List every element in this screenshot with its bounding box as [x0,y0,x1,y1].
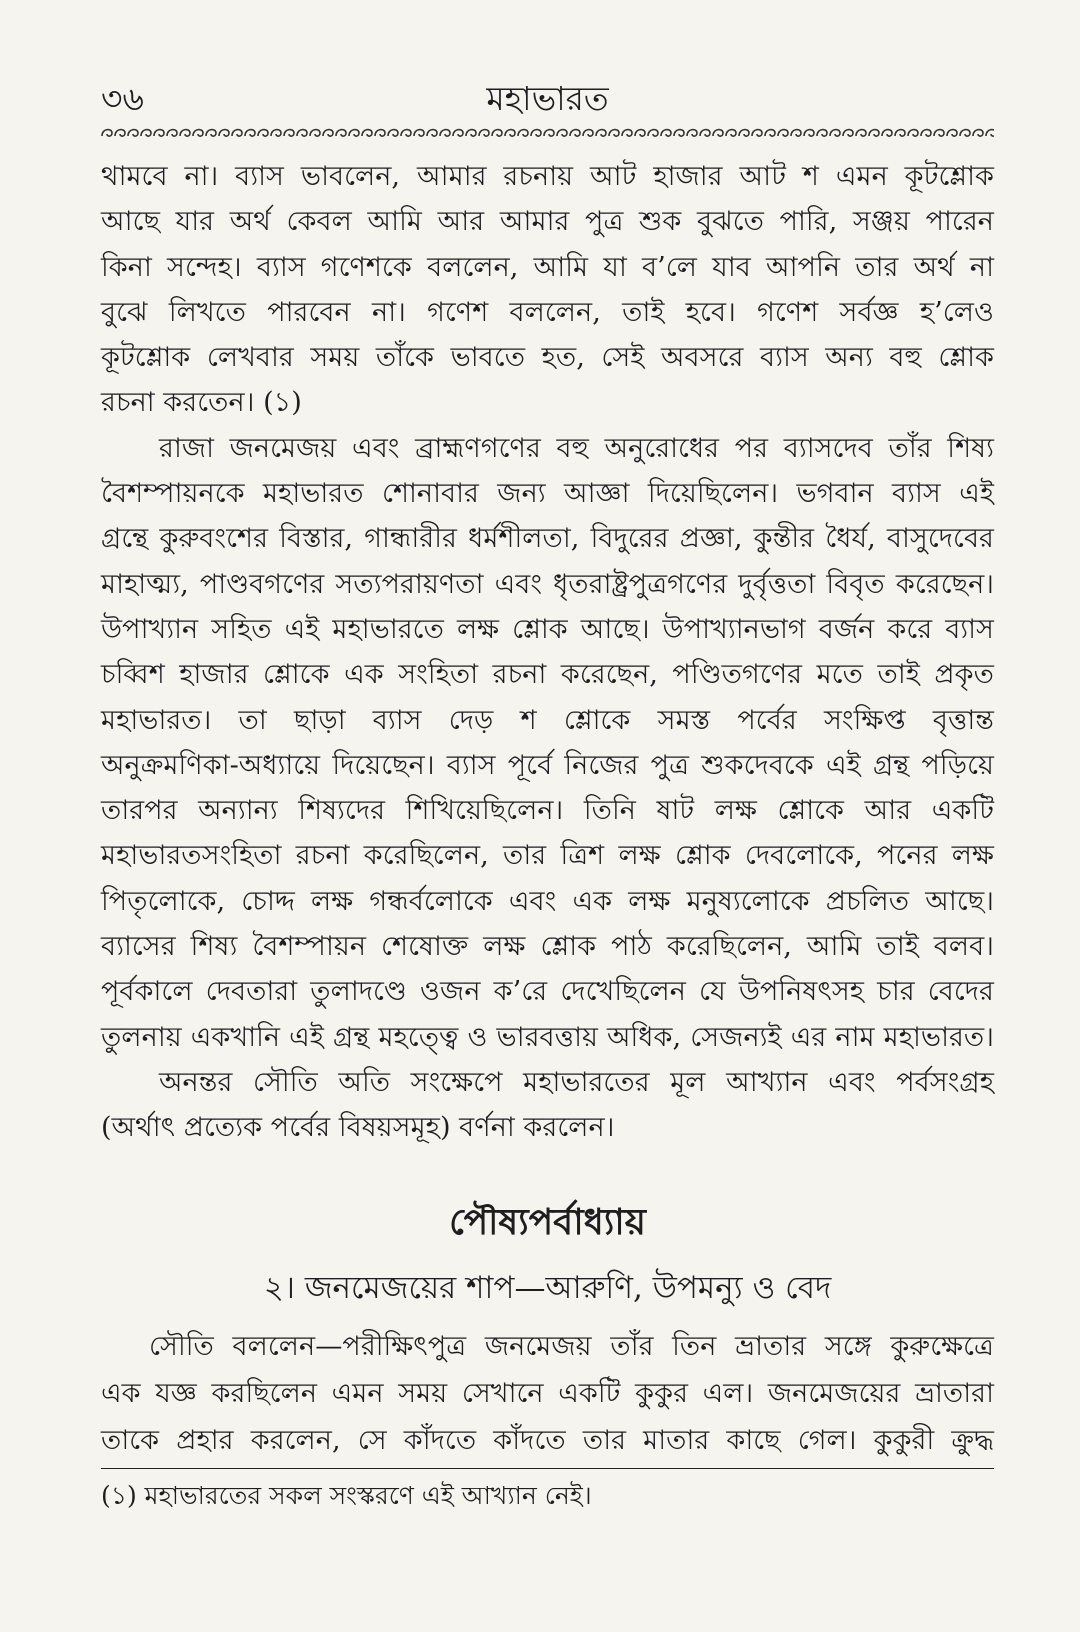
text-line: পিতৃলোকে, চোদ্দ লক্ষ গন্ধর্বলোকে এবং এক লক্ষ মনুষ্যলোকে প্রচলিত আছে। [101,885,994,917]
section-title: পৌষ্যপর্বাধ্যায় [449,1201,646,1243]
text-line: চব্বিশ হাজার শ্লোকে এক সংহিতা রচনা করেছেন, পণ্ডিতগণের মতে তাই প্রকৃত [101,659,994,691]
text-line: সৌতি বললেন—পরীক্ষিৎপুত্র জনমেজয় তাঁর তিন ভ্রাতার সঙ্গে কুরুক্ষেত্রে [149,1331,994,1362]
text-line: বুঝে লিখতে পারবেন না। গণেশ বললেন, তাই হবে। গণেশ সর্বজ্ঞ হ’লেও [101,296,994,328]
text-line: আছে যার অর্থ কেবল আমি আর আমার পুত্র শুক বুঝতে পারি, সঞ্জয় পারেন [101,206,994,238]
text-line: গ্রন্থে কুরুবংশের বিস্তার, গান্ধারীর ধর্মশীলতা, বিদুরের প্রজ্ঞা, কুন্তীর ধৈর্য, বাসুদেবের [101,523,994,555]
footnote: (১) মহাভারতের সকল সংস্করণে এই আখ্যান নেই। [101,1481,592,1510]
text-line: মহাভারতসংহিতা রচনা করেছিলেন, তার ত্রিশ লক্ষ শ্লোক দেবলোকে, পনের লক্ষ [101,840,994,872]
text-line: থামবে না। ব্যাস ভাবলেন, আমার রচনায় আট হাজার আট শ এমন কূটশ্লোক [101,161,994,192]
paragraph [101,426,994,1060]
text-line: এক যজ্ঞ করছিলেন এমন সময় সেখানে একটি কুকুর এল। জনমেজয়ের ভ্রাতারা [101,1377,994,1409]
footnote-rule [101,1468,994,1469]
text-line: কূটশ্লোক লেখবার সময় তাঁকে ভাবতে হত, সেই অবসরে ব্যাস অন্য বহু শ্লোক [101,342,994,374]
text-line: বৈশম্পায়নকে মহাভারত শোনাবার জন্য আজ্ঞা দিয়েছিলেন। ভগবান ব্যাস এই [101,478,994,510]
text-line: তারপর অন্যান্য শিষ্যদের শিখিয়েছিলেন। তিনি ষাট লক্ষ শ্লোকে আর একটি [101,795,994,827]
text-line: মহাভারত। তা ছাড়া ব্যাস দেড় শ শ্লোকে সমস্ত পর্বের সংক্ষিপ্ত বৃত্তান্ত [101,704,994,736]
text-line: পূর্বকালে দেবতারা তুলাদণ্ডে ওজন ক’রে দেখেছিলেন যে উপনিষৎসহ চার বেদের [101,976,994,1008]
running-title: মহাভারত [486,79,609,118]
text-line: উপাখ্যান সহিত এই মহাভারতে লক্ষ শ্লোক আছে। উপাখ্যানভাগ বর্জন করে ব্যাস [101,613,994,645]
running-header [101,78,994,120]
decorative-border [101,124,994,140]
text-line: অনন্তর সৌতি অতি সংক্ষেপে মহাভারতের মূল আখ্যান এবং পর্বসংগ্রহ [159,1066,994,1098]
text-line: (অর্থাৎ প্রত্যেক পর্বের বিষয়সমূহ) বর্ণনা করলেন। [101,1112,615,1144]
text-line: রাজা জনমেজয় এবং ব্রাহ্মণগণের বহু অনুরোধের পর ব্যাসদেব তাঁর শিষ্য [159,432,994,464]
text-line: মাহাত্ম্য, পাণ্ডবগণের সত্যপরায়ণতা এবং ধৃতরাষ্ট্রপুত্রগণের দুর্বৃত্ততা বিবৃত করেছেন। [101,568,994,600]
chapter-subtitle: ২। জনমেজয়ের শাপ—আরুণি, উপমন্যু ও বেদ [263,1270,832,1306]
text-line: তুলনায় একখানি এই গ্রন্থ মহত্ত্বে ও ভারবত্তায় অধিক, সেজন্যই এর নাম মহাভারত। [101,1021,994,1053]
text-line: অনুক্রমণিকা-অধ্যায়ে দিয়েছেন। ব্যাস পূর্বে নিজের পুত্র শুকদেবকে এই গ্রন্থ পড়িয়ে [101,749,994,781]
paragraph [101,154,994,426]
text-line: তাকে প্রহার করলেন, সে কাঁদতে কাঁদতে তার মাতার কাছে গেল। কুকুরী ক্রুদ্ধ [101,1424,994,1456]
section-body-text [101,1324,994,1464]
text-line: রচনা করতেন। (১) [101,387,302,419]
text-line: কিনা সন্দেহ। ব্যাস গণেশকে বললেন, আমি যা ব’লে যাব আপনি তার অর্থ না [101,251,994,283]
paragraph [101,1324,994,1464]
text-line: ব্যাসের শিষ্য বৈশম্পায়ন শেষোক্ত লক্ষ শ্লোক পাঠ করেছিলেন, আমি তাই বলব। [101,931,994,963]
paragraph [101,1060,994,1151]
body-text [101,154,994,1151]
page-number: ৩৬ [101,79,144,118]
